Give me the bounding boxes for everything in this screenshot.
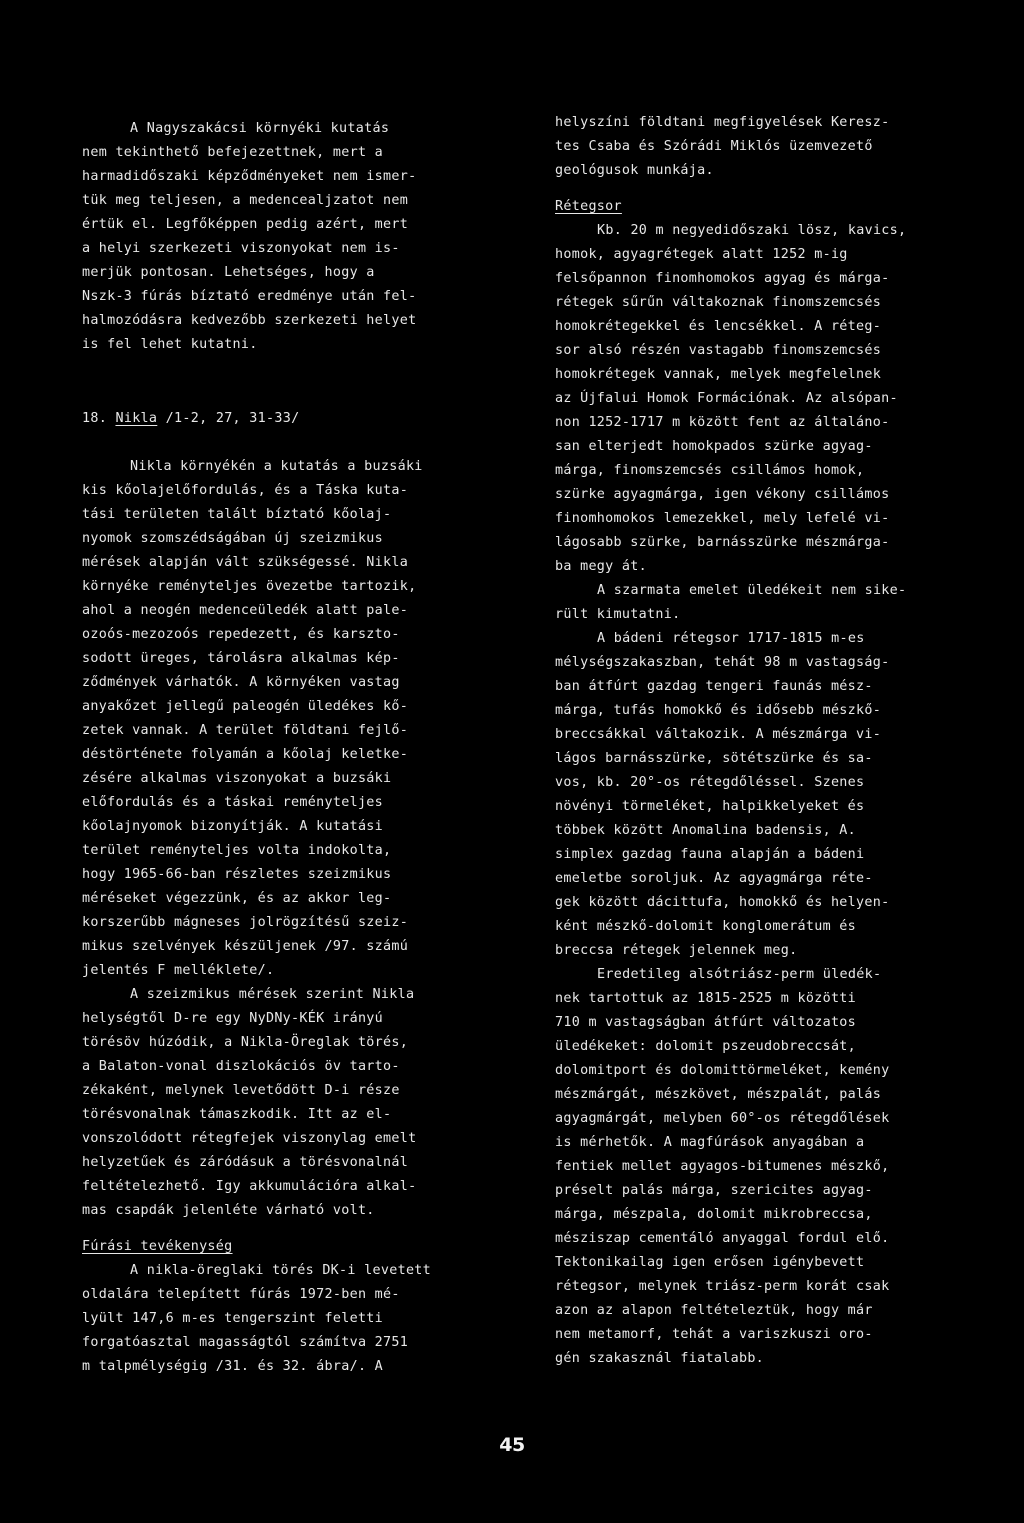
text-line: nem tekinthető befejezettnek, mert a: [82, 145, 384, 160]
text-line: törésvonalnak támaszkodik. Itt az el-: [82, 1107, 392, 1122]
text-line: homok, agyagrétegek alatt 1252 m-ig: [555, 247, 848, 262]
text-line: zékaként, melynek levetődött D-i része: [82, 1083, 400, 1098]
text-line: ként mészkő-dolomit konglomerátum és: [555, 919, 857, 934]
text-line: nem metamorf, tehát a variszkuszi oro-: [555, 1327, 873, 1342]
text-line: növényi törmeléket, halpikkelyeket és: [555, 799, 865, 814]
subheading-layers: Rétegsor: [555, 199, 622, 214]
text-line: rétegek sűrűn váltakoznak finomszemcsés: [555, 295, 882, 310]
text-line: rétegsor, melynek triász-perm korát csak: [555, 1279, 890, 1294]
text-line: környéke reményteljes övezetbe tartozik,: [82, 579, 417, 594]
text-line: értük el. Legfőképpen pedig azért, mert: [82, 217, 409, 232]
text-line: geológusok munkája.: [555, 163, 714, 178]
text-line: simplex gazdag fauna alapján a bádeni: [555, 847, 865, 862]
text-line: dolomitport és dolomittörmeléket, kemény: [555, 1063, 890, 1078]
text-line: feltételezhető. Igy akkumulációra alkal-: [82, 1179, 417, 1194]
text-line: merjük pontosan. Lehetséges, hogy a: [82, 265, 375, 280]
section-title: Nikla: [115, 411, 158, 426]
text-line: méréseket végezzünk, és az akkor leg-: [82, 891, 392, 906]
text-line: hogy 1965-66-ban részletes szeizmikus: [82, 867, 392, 882]
text-line: emeletbe soroljuk. Az agyagmárga réte-: [555, 871, 873, 886]
text-line: helységtől D-re egy NyDNy-KÉK irányú: [82, 1011, 384, 1026]
text-line: Tektonikailag igen erősen igénybevett: [555, 1255, 865, 1270]
text-line: ba megy át.: [555, 559, 647, 574]
text-line: homokrétegekkel és lencsékkel. A réteg-: [555, 319, 882, 334]
subheading-drilling: Fúrási tevékenység: [82, 1239, 233, 1254]
page-number: 45: [499, 1434, 525, 1456]
text-line: korszerűbb mágneses jolrögzítésű szeiz-: [82, 915, 409, 930]
text-line: 710 m vastagságban átfúrt változatos: [555, 1015, 857, 1030]
text-line: m talpmélységig /31. és 32. ábra/. A: [82, 1359, 384, 1374]
text-line: is mérhetők. A magfúrások anyagában a: [555, 1135, 865, 1150]
text-line: terület reményteljes volta indokolta,: [82, 843, 392, 858]
text-line: a helyi szerkezeti viszonyokat nem is-: [82, 241, 400, 256]
text-line: sodott üreges, tárolásra alkalmas kép-: [82, 651, 400, 666]
text-line: A szarmata emelet üledékeit nem sike-: [597, 583, 907, 598]
text-line: mérések alapján vált szükségessé. Nikla: [82, 555, 409, 570]
text-line: mikus szelvények készüljenek /97. számú: [82, 939, 409, 954]
text-line: márga, finomszemcsés csillámos homok,: [555, 463, 865, 478]
text-line: jelentés F melléklete/.: [82, 963, 275, 978]
text-line: forgatóasztal magasságtól számítva 2751: [82, 1335, 409, 1350]
text-line: A nikla-öreglaki törés DK-i levetett: [130, 1263, 432, 1278]
text-line: márga, tufás homokkő és idősebb mészkő-: [555, 703, 882, 718]
text-line: sor alsó részén vastagabb finomszemcsés: [555, 343, 882, 358]
text-line: mészmárgát, mészkövet, mészpalát, palás: [555, 1087, 882, 1102]
text-line: az Újfalui Homok Formációnak. Az alsópan-: [555, 391, 898, 406]
text-line: is fel lehet kutatni.: [82, 337, 258, 352]
text-line: ozoós-mezozoós repedezett, és karszto-: [82, 627, 400, 642]
text-line: halmozódásra kedvezőbb szerkezeti helyet: [82, 313, 417, 328]
text-line: előfordulás és a táskai reményteljes: [82, 795, 384, 810]
text-line: vonszolódott rétegfejek viszonylag emelt: [82, 1131, 417, 1146]
text-line: többek között Anomalina badensis, A.: [555, 823, 857, 838]
text-line: oldalára telepített fúrás 1972-ben mé-: [82, 1287, 400, 1302]
text-line: déstörténete folyamán a kőolaj keletke-: [82, 747, 409, 762]
text-line: breccsa rétegek jelennek meg.: [555, 943, 798, 958]
text-line: non 1252-1717 m között fent az általáno-: [555, 415, 890, 430]
text-line: tük meg teljesen, a medencealjzatot nem: [82, 193, 409, 208]
text-line: nyomok szomszédságában új szeizmikus: [82, 531, 384, 546]
text-line: mas csapdák jelenléte várható volt.: [82, 1203, 375, 1218]
text-line: ződmények várhatók. A környéken vastag: [82, 675, 400, 690]
text-line: törésöv húzódik, a Nikla-Öreglak törés,: [82, 1035, 409, 1050]
text-line: agyagmárgát, melyben 60°-os rétegdőlések: [555, 1111, 890, 1126]
text-line: harmadidőszaki képződményeket nem ismer-: [82, 169, 417, 184]
text-line: Eredetileg alsótriász-perm üledék-: [597, 967, 882, 982]
section-refs: /1-2, 27, 31-33/: [165, 411, 300, 426]
text-line: A bádeni rétegsor 1717-1815 m-es: [597, 631, 865, 646]
text-line: a Balaton-vonal diszlokációs öv tarto-: [82, 1059, 400, 1074]
text-line: lyült 147,6 m-es tengerszint feletti: [82, 1311, 384, 1326]
text-line: zésére alkalmas viszonyokat a buzsáki: [82, 771, 392, 786]
text-line: márga, mészpala, dolomit mikrobreccsa,: [555, 1207, 873, 1222]
text-line: gén szakasznál fiatalabb.: [555, 1351, 765, 1366]
text-line: nek tartottuk az 1815-2525 m közötti: [555, 991, 857, 1006]
text-line: Kb. 20 m negyedidőszaki lösz, kavics,: [597, 223, 907, 238]
text-line: mélységszakaszban, tehát 98 m vastagság-: [555, 655, 890, 670]
text-line: Nszk-3 fúrás bíztató eredménye után fel-: [82, 289, 417, 304]
text-line: szürke agyagmárga, igen vékony csillámos: [555, 487, 890, 502]
text-line: breccsákkal váltakozik. A mészmárga vi-: [555, 727, 882, 742]
text-line: üledékeket: dolomit pszeudobreccsát,: [555, 1039, 857, 1054]
text-line: kőolajnyomok bizonyítják. A kutatási: [82, 819, 384, 834]
text-line: lágos barnásszürke, sötétszürke és sa-: [555, 751, 873, 766]
text-line: A szeizmikus mérések szerint Nikla: [130, 987, 415, 1002]
text-line: mésziszap cementáló anyaggal fordul elő.: [555, 1231, 890, 1246]
text-line: helyszíni földtani megfigyelések Keresz-: [555, 115, 890, 130]
text-line: helyzetűek és záródásuk a törésvonalnál: [82, 1155, 409, 1170]
text-line: ban átfúrt gazdag tengeri faunás mész-: [555, 679, 873, 694]
text-line: tási területen talált bíztató kőolaj-: [82, 507, 392, 522]
text-line: homokrétegek vannak, melyek megfelelnek: [555, 367, 882, 382]
text-line: préselt palás márga, szericites agyag-: [555, 1183, 873, 1198]
text-line: san elterjedt homokpados szürke agyag-: [555, 439, 873, 454]
text-line: A Nagyszakácsi környéki kutatás: [130, 121, 390, 136]
text-line: zetek vannak. A terület földtani fejlő-: [82, 723, 409, 738]
text-line: lágosabb szürke, barnásszürke mészmárga-: [555, 535, 890, 550]
text-line: azon az alapon feltételeztük, hogy már: [555, 1303, 873, 1318]
section-number: 18.: [82, 411, 108, 426]
text-line: rült kimutatni.: [555, 607, 681, 622]
section-heading: [82, 408, 299, 430]
text-line: vos, kb. 20°-os rétegdőléssel. Szenes: [555, 775, 865, 790]
text-line: Nikla környékén a kutatás a buzsáki: [130, 459, 423, 474]
text-line: kis kőolajelőfordulás, és a Táska kuta-: [82, 483, 409, 498]
text-line: fentiek mellet agyagos-bitumenes mészkő,: [555, 1159, 890, 1174]
text-line: felsőpannon finomhomokos agyag és márga-: [555, 271, 890, 286]
text-line: finomhomokos lemezekkel, mely lefelé vi-: [555, 511, 890, 526]
text-line: ahol a neogén medenceüledék alatt pale-: [82, 603, 409, 618]
text-line: tes Csaba és Szórádi Miklós üzemvezető: [555, 139, 873, 154]
text-line: gek között dácittufa, homokkő és helyen-: [555, 895, 890, 910]
text-line: anyakőzet jellegű paleogén üledékes kő-: [82, 699, 409, 714]
